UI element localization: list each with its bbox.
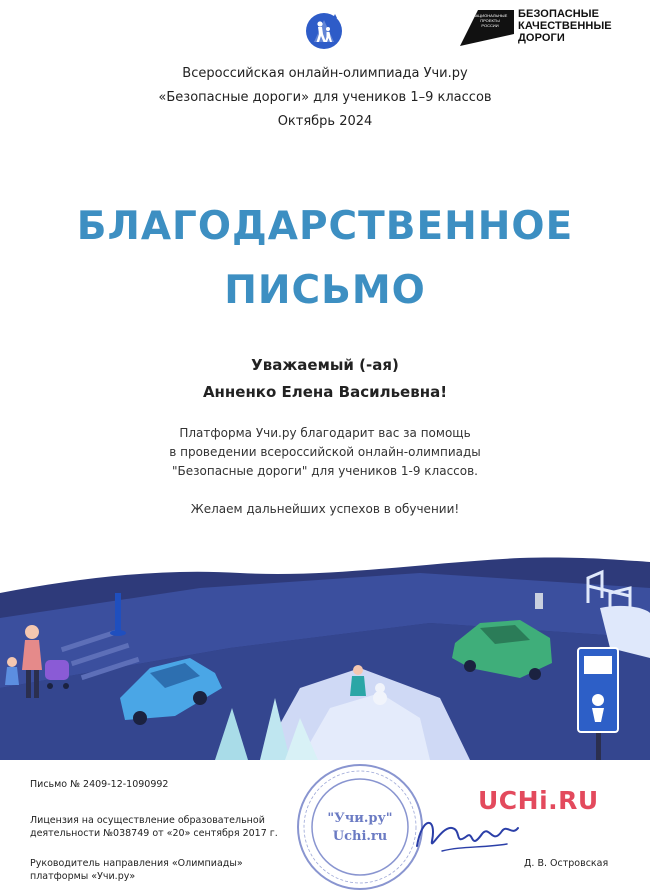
olympiad-name: Всероссийская онлайн-олимпиада Учи.ру <box>182 66 468 81</box>
letter-title-line2: ПИСЬМО <box>224 268 426 313</box>
np-logo-title-2: КАЧЕСТВЕННЫЕ ДОРОГИ <box>518 20 612 44</box>
np-logo-title-1: БЕЗОПАСНЫЕ <box>518 8 600 20</box>
national-projects-logo-icon <box>458 6 516 50</box>
letter-title-line1: БЛАГОДАРСТВЕННОЕ <box>76 204 574 249</box>
stamp-text-2: Uchi.ru <box>332 829 388 844</box>
greeting-salutation: Уважаемый (-ая) <box>251 356 399 374</box>
winter-road-illustration <box>0 548 650 760</box>
handwritten-signature <box>412 806 522 866</box>
uchi-ru-logo: UCHi.RU <box>478 786 599 815</box>
np-logo-word2: ПРОЕКТЫ <box>480 18 500 23</box>
head-title-line-1: Руководитель направления «Олимпиады» <box>30 858 243 869</box>
letter-number: Письмо № 2409-12-1090992 <box>30 779 169 790</box>
child-pedestrian-logo-icon <box>305 12 343 50</box>
body-line-3: "Безопасные дороги" для учеников 1-9 классов. <box>171 464 478 478</box>
np-logo-word1: НАЦИОНАЛЬНЫЕ <box>472 13 508 18</box>
national-projects-logo <box>458 6 648 50</box>
body-line-2: в проведении всероссийской онлайн-олимпиады <box>169 445 481 459</box>
stamp-text-1: "Учи.ру" <box>327 811 393 826</box>
signer-name: Д. В. Островская <box>524 858 609 869</box>
license-line-1: Лицензия на осуществление образовательной <box>30 815 265 826</box>
license-line-2: деятельности №038749 от «20» сентября 2017 г. <box>30 828 278 839</box>
official-stamp <box>293 760 427 894</box>
body-line-1: Платформа Учи.ру благодарит вас за помощь <box>179 426 471 440</box>
head-title-line-2: платформы «Учи.ру» <box>30 871 136 882</box>
olympiad-subtitle: «Безопасные дороги» для учеников 1–9 классов <box>158 90 492 105</box>
np-logo-word3: РОССИИ <box>481 23 499 28</box>
recipient-name: Анненко Елена Васильевна! <box>202 383 448 401</box>
olympiad-date: Октябрь 2024 <box>277 114 373 129</box>
wishes-line: Желаем дальнейших успехов в обучении! <box>190 502 460 516</box>
